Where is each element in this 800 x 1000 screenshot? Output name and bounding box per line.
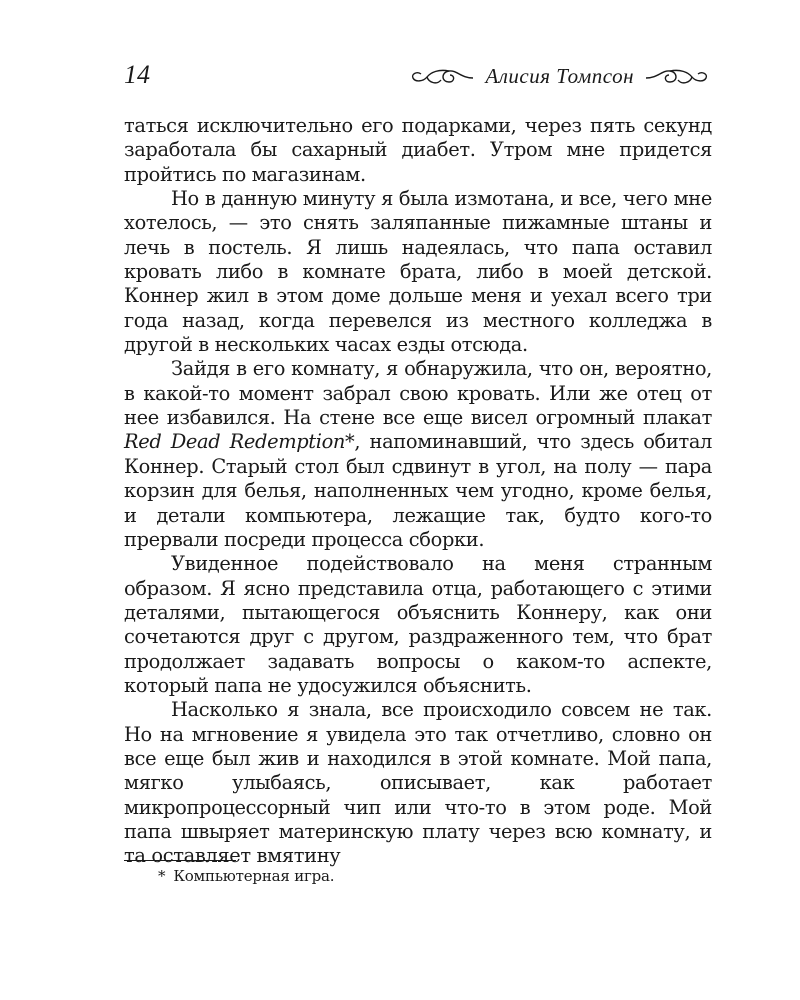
body-text bbox=[124, 114, 712, 869]
paragraph: Но в данную минуту я была измотана, и все, чего мне хотелось, — это снять заляпанные пижамные штаны и лечь в постель. Я лишь надеялась, что папа оставил кровать либо в комнате брата, либо в моей детской. Коннер жил в этом доме дольше меня и уехал всего три года назад, когда перевелся из местного колледжа в другой в нескольких часах езды отсюда. bbox=[124, 187, 712, 357]
running-head bbox=[411, 64, 708, 89]
paragraph bbox=[124, 357, 712, 552]
paragraph: таться исключительно его подарками, через пять секунд заработала бы сахарный диабет. Утром мне придется пройтись по магазинам. bbox=[124, 114, 712, 186]
footnote-divider bbox=[124, 860, 236, 861]
flourish-left-icon bbox=[411, 66, 475, 88]
flourish-right-icon bbox=[644, 66, 708, 88]
game-title: Red Dead Redemption* bbox=[124, 430, 355, 454]
footnote-text: Компьютерная игра. bbox=[173, 867, 335, 885]
page-number: 14 bbox=[124, 60, 150, 89]
footnote-mark: * bbox=[158, 867, 166, 885]
footnote bbox=[158, 867, 334, 885]
paragraph-text: Зайдя в его комнату, я обнаружила, что он, вероятно, в какой-то момент забрал свою кровать. Или же отец от нее избавился. На стене все еще висел огромный плакат bbox=[124, 357, 712, 430]
paragraph-text: , напоминавший, что здесь обитал Коннер. Старый стол был сдвинут в угол, на полу — пара корзин для белья, наполненных чем угодно, кроме белья, и детали компьютера, лежащие так, будто кого-то прервали посреди процесса сборки. bbox=[124, 430, 712, 551]
paragraph: Увиденное подействовало на меня странным образом. Я ясно представила отца, работающего с этими деталями, пытающегося объяснить Коннеру, как они сочетаются друг с другом, раздраженного тем, что брат продолжает задавать вопросы о каком-то аспекте, который папа не удосужился объяснить. bbox=[124, 552, 712, 697]
paragraph: Насколько я знала, все происходило совсем не так. Но на мгновение я увидела это так отчетливо, словно он все еще был жив и находился в этой комнате. Мой папа, мягко улыбаясь, описывает, как работает микропроцессорный чип или что-то в этом роде. Мой папа швыряет материнскую плату через всю комнату, и та оставляет вмятину bbox=[124, 698, 712, 868]
running-head-author: Алисия Томпсон bbox=[485, 64, 634, 88]
